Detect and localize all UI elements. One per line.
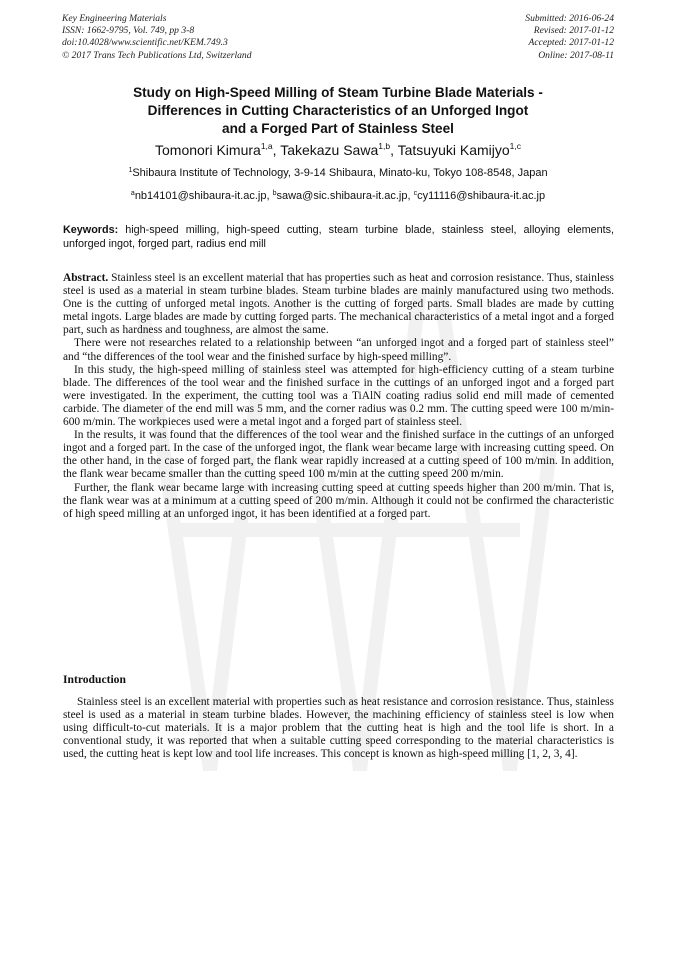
email-list (62, 189, 614, 203)
email-mark: b (272, 190, 277, 197)
journal-name: Key Engineering Materials (62, 13, 167, 24)
title-line: and a Forged Part of Stainless Steel (222, 121, 454, 136)
author-affil-mark: 1,a (260, 141, 273, 151)
author-separator: , (272, 142, 281, 158)
affiliation-mark: 1 (128, 167, 133, 174)
accepted-date: Accepted: 2017-01-12 (528, 37, 614, 49)
affiliation-text: Shibaura Institute of Technology, 3-9-14 Shibaura, Minato-ku, Tokyo 108-8548, Japan (132, 167, 548, 179)
abstract-paragraph: In this study, the high-speed milling of stainless steel was attempted for high-efficiency cutting of a steam turbine blade. The differences of the tool wear and the finished surface in the cuttings of an unforged ingot and a forged part were investigated. In the experiment, the cutting tool was a TiAlN coating radius solid end mill made of cemented carbide. The diameter of the end mill was 5 mm, and the corner radius was 0.2 mm. The cutting speed were 100 m/min-600 m/min. The workpieces used were a metal ingot and a forged part of stainless steel. (63, 363, 614, 429)
email-separator: , (266, 190, 273, 202)
online-date: Online: 2017-08-11 (538, 49, 614, 61)
doi-line: doi:10.4028/www.scientific.net/KEM.749.3 (62, 37, 228, 49)
affiliation (62, 166, 614, 180)
paper-title (62, 84, 614, 138)
title-line: Study on High-Speed Milling of Steam Turbine Blade Materials - (133, 85, 543, 100)
email-mark: c (413, 190, 418, 197)
abstract-paragraph: Further, the flank wear became large with increasing cutting speed at cutting speeds higher than 200 m/min. That is, the flank wear was at a minimum at a cutting speed of 200 m/min. Although it could not be confirmed the characteristic of high speed milling at an unforged ingot, it has been identified at a forged part. (63, 481, 614, 520)
author-separator: , (390, 142, 398, 158)
author-affil-mark: 1,b (378, 141, 391, 151)
author-name: Tatsuyuki Kamijyo (397, 142, 510, 158)
abstract-paragraph: In the results, it was found that the differences of the tool wear and the finished surface in the cuttings of an unforged ingot and a forged part. In the case of the unforged ingot, the flank wear became large with increasing cutting speed. On the other hand, in the case of forged part, the flank wear rapidly increased at a cutting speed of 100 m/min. In addition, the flank wear became smaller than the cutting speed 100 m/min at the cutting speed 200 m/min. (63, 429, 614, 481)
author-affil-mark: 1,c (509, 141, 521, 151)
submission-dates (525, 13, 614, 62)
introduction-body (63, 696, 614, 761)
revised-date: Revised: 2017-01-12 (533, 25, 614, 37)
keywords (63, 224, 614, 251)
email-mark: a (130, 190, 135, 197)
author-name: Takekazu Sawa (280, 142, 379, 158)
email-address[interactable]: cy11116@shibaura-it.ac.jp (417, 190, 546, 202)
issn-line: ISSN: 1662-9795, Vol. 749, pp 3-8 (62, 25, 195, 37)
copyright-line: © 2017 Trans Tech Publications Ltd, Switzerland (62, 49, 252, 61)
abstract-label: Abstract. (63, 272, 109, 284)
title-line: Differences in Cutting Characteristics of an Unforged Ingot (147, 103, 529, 118)
abstract-text: Stainless steel is an excellent material that has properties such as heat and corrosion resistance. Thus, stainless steel is used as a material in steam turbine blades. Steam turbine blades are mainly manufactured using two methods. One is the cutting of unforged metal ingots. Another is the cutting of forged parts. Small blades are made by cutting metal ingots. Large blades are made by cutting forged parts. The mechanical characteristics of a metal ingot and a forged part, such as hardness and toughness, are almost the same. (63, 272, 614, 337)
email-address[interactable]: sawa@sic.shibaura-it.ac.jp (276, 190, 408, 202)
journal-info (62, 13, 252, 62)
author-name: Tomonori Kimura (155, 142, 261, 158)
email-address[interactable]: nb14101@shibaura-it.ac.jp (134, 190, 267, 202)
abstract-paragraph: There were not researches related to a relationship between “an unforged ingot and a forged part of stainless steel” and “the differences of the tool wear and the finished surface by high-speed milling”. (63, 337, 614, 363)
keywords-label: Keywords: (63, 224, 119, 236)
introduction-paragraph: Stainless steel is an excellent material with properties such as heat resistance and corrosion resistance. Thus, stainless steel is used as a material in steam turbine blades. However, the machining efficiency of stainless steel is low when using difficult-to-cut materials. It is a major problem that the cutting heat is high and the tool life is short. In a conventional study, it was reported that when a suitable cutting speed corresponding to the material characteristics is used, the cutting heat is kept low and tool life increases. This concept is known as high-speed milling [1, 2, 3, 4]. (63, 696, 614, 761)
section-heading-introduction: Introduction (63, 673, 126, 686)
email-separator: , (407, 190, 414, 202)
keywords-text: high-speed milling, high-speed cutting, steam turbine blade, stainless steel, alloying elements, unforged ingot, forged part, radius end mill (63, 224, 615, 250)
abstract (63, 272, 614, 521)
submitted-date: Submitted: 2016-06-24 (525, 13, 614, 24)
author-list (62, 141, 614, 159)
abstract-paragraph (63, 272, 614, 337)
